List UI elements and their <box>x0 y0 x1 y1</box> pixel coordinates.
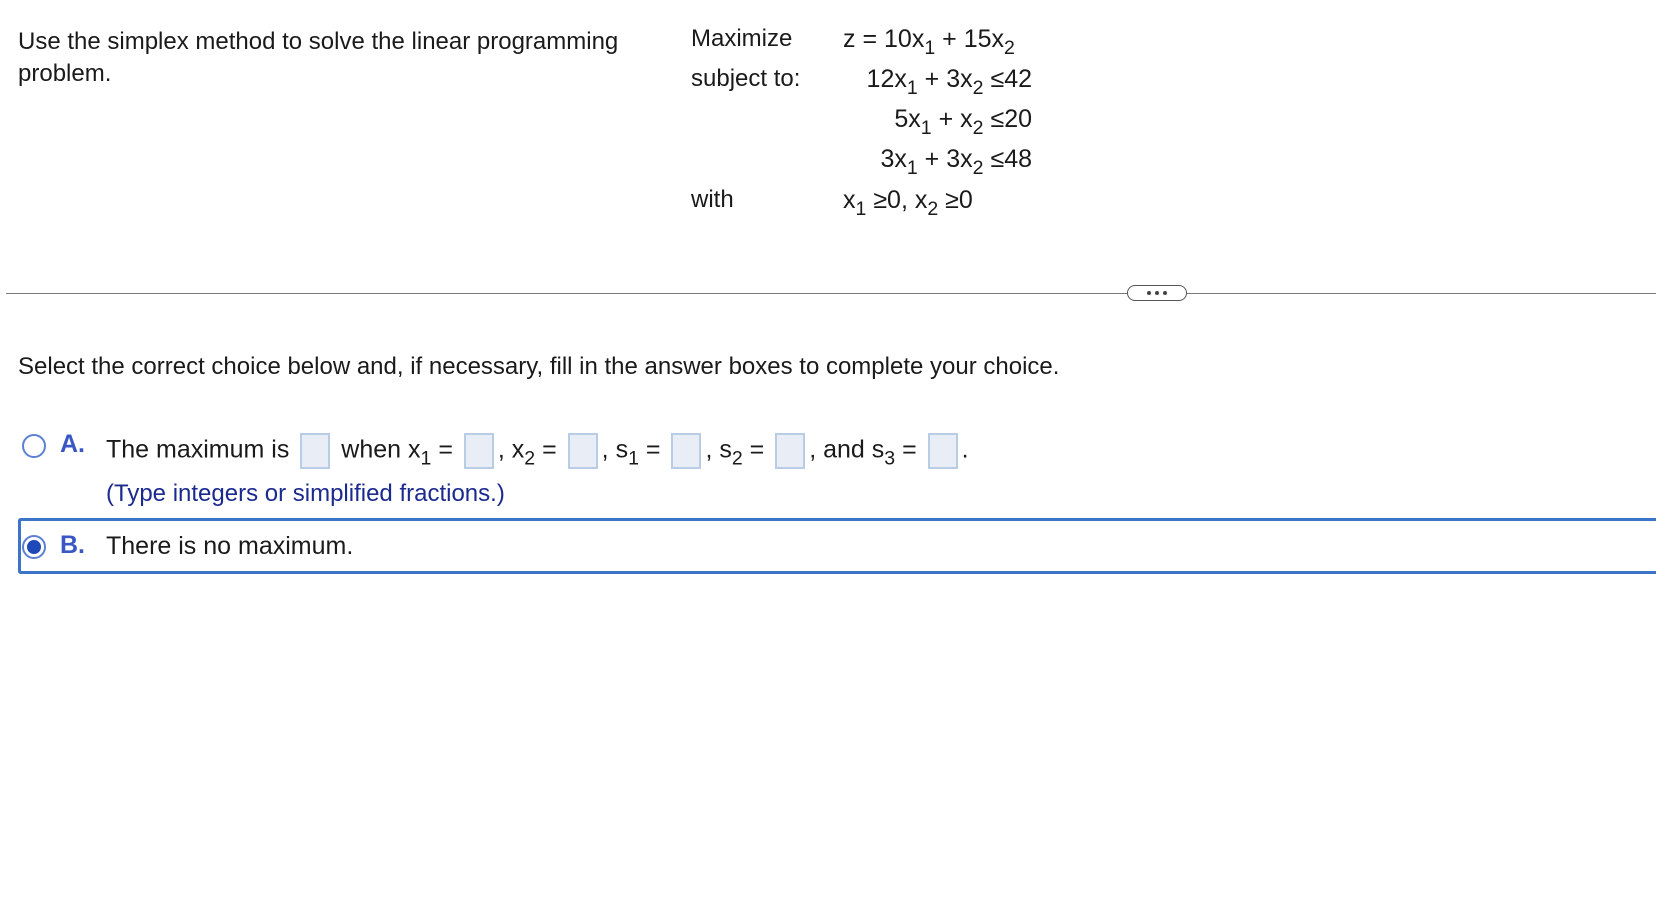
s3-sub: 3 <box>884 447 896 470</box>
s1-label: s <box>615 435 629 464</box>
constraint-2-term-b: x <box>960 105 973 133</box>
constraint-3-term-a: 3x <box>880 145 907 173</box>
constraint-3-plus: + <box>924 145 940 173</box>
constraint-1-term-a: 12x <box>866 65 907 93</box>
s3-input[interactable] <box>928 433 958 469</box>
objective-plus: + <box>942 25 957 53</box>
constraint-2-plus: + <box>938 105 954 133</box>
nonneg-sub-2: 2 <box>927 197 939 220</box>
maximize-label: Maximize <box>691 25 793 52</box>
s3-label: and s <box>823 435 885 464</box>
s3-eq: = <box>902 435 917 464</box>
s2-sub: 2 <box>731 447 743 470</box>
subject-to-label: subject to: <box>691 65 801 92</box>
objective-sub-2: 2 <box>1004 36 1015 59</box>
constraint-3-rhs: 48 <box>1004 145 1032 173</box>
maximum-value-input[interactable] <box>300 433 330 469</box>
constraint-1-term-b: 3x <box>946 65 973 93</box>
constraint-2 <box>800 104 1032 139</box>
choice-b-text: There is no maximum. <box>106 532 354 560</box>
with-label: with <box>691 186 734 213</box>
x1-input[interactable] <box>464 433 494 469</box>
s2-comma: , <box>809 435 817 464</box>
constraint-2-rhs: 20 <box>1004 105 1032 133</box>
nonneg-op-1: ≥ <box>873 186 888 214</box>
nonneg-var-1: x <box>843 186 856 214</box>
x2-comma: , <box>601 435 609 464</box>
objective-eq: = <box>862 25 878 53</box>
s2-input[interactable] <box>775 433 805 469</box>
s1-eq: = <box>645 435 661 464</box>
x2-eq: = <box>542 435 557 464</box>
constraint-3-sub-b: 2 <box>972 156 984 179</box>
nonneg-var-2: x <box>914 186 928 214</box>
x1-eq: = <box>438 435 453 464</box>
x2-sub: 2 <box>524 447 536 470</box>
choice-b-radio[interactable] <box>22 535 46 559</box>
problem-prompt: Use the simplex method to solve the linear programming problem. <box>18 28 619 87</box>
objective-term-2: 15x <box>963 25 1005 53</box>
x1-sub: 1 <box>420 447 432 470</box>
x1-comma: , <box>497 435 505 464</box>
constraint-1-sub-a: 1 <box>906 76 918 99</box>
radio-selected-dot <box>27 540 41 554</box>
nonnegativity-constraints <box>843 185 973 220</box>
s1-sub: 1 <box>628 447 639 470</box>
x2-input[interactable] <box>568 433 598 469</box>
objective-function <box>843 24 1015 59</box>
objective-term-1: 10x <box>884 25 925 53</box>
choice-a-text <box>106 433 969 469</box>
instruction-text: Select the correct choice below and, if necessary, fill in the answer boxes to complete your choice. <box>18 353 1060 380</box>
constraint-2-term-a: 5x <box>894 105 921 133</box>
constraint-1-sub-b: 2 <box>972 76 984 99</box>
constraint-3 <box>800 144 1032 179</box>
nonneg-zero-1: 0, <box>887 186 908 214</box>
constraint-3-op: ≤ <box>990 145 1005 173</box>
nonneg-zero-2: 0 <box>958 186 973 214</box>
nonneg-op-2: ≥ <box>945 186 959 214</box>
choice-a-hint: (Type integers or simplified fractions.) <box>106 480 505 507</box>
choice-a-label: The maximum is <box>106 435 290 464</box>
section-divider <box>6 293 1656 294</box>
s2-eq: = <box>749 435 765 464</box>
ellipsis-icon[interactable] <box>1127 285 1187 301</box>
constraint-3-sub-a: 1 <box>906 156 918 179</box>
constraint-3-term-b: 3x <box>946 145 973 173</box>
s1-comma: , <box>705 435 713 464</box>
choice-a-period: . <box>961 435 969 464</box>
objective-sub-1: 1 <box>924 36 936 59</box>
constraint-1 <box>800 64 1032 99</box>
constraint-1-op: ≤ <box>990 65 1005 93</box>
constraint-1-plus: + <box>924 65 940 93</box>
s2-label: s <box>719 435 732 464</box>
constraint-2-op: ≤ <box>990 105 1005 133</box>
choice-a-letter: A. <box>60 430 85 458</box>
constraint-2-sub-b: 2 <box>972 116 984 139</box>
objective-lhs: z <box>843 25 856 53</box>
s1-input[interactable] <box>671 433 701 469</box>
choice-a-radio[interactable] <box>22 434 46 458</box>
nonneg-sub-1: 1 <box>855 197 867 220</box>
x2-label: x <box>511 435 525 464</box>
constraint-2-sub-a: 1 <box>920 116 932 139</box>
choice-b-letter: B. <box>60 531 85 559</box>
choice-a-when: when x <box>341 435 421 464</box>
constraint-1-rhs: 42 <box>1004 65 1032 93</box>
